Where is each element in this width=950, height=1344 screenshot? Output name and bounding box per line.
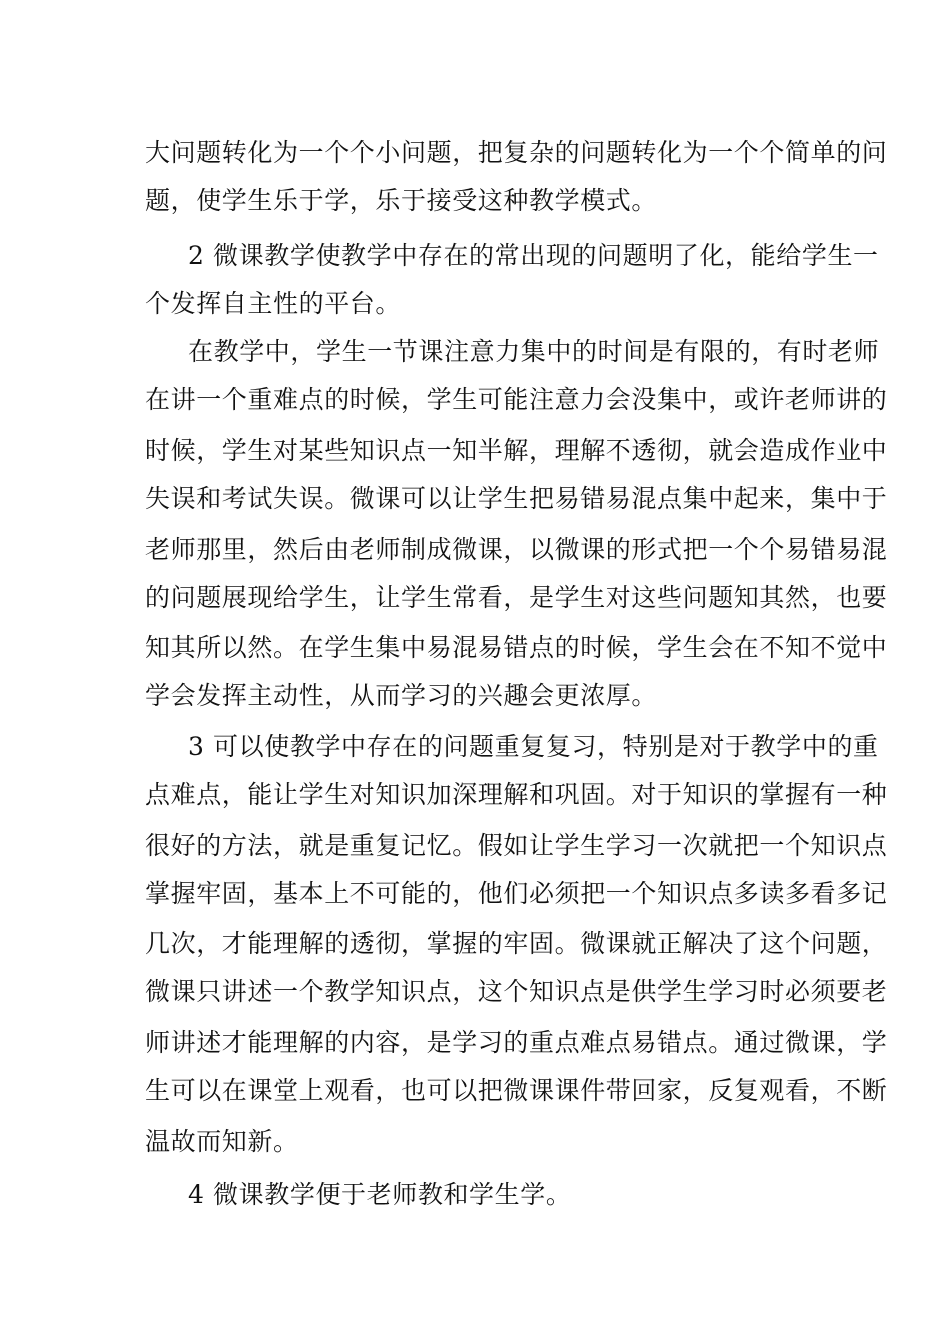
paragraph-line: 温故而知新。 xyxy=(145,1127,299,1156)
paragraph-line: 在教学中，学生一节课注意力集中的时间是有限的，有时老师 xyxy=(188,337,880,366)
paragraph-line: 的问题展现给学生，让学生常看，是学生对这些问题知其然，也要 xyxy=(145,583,888,612)
paragraph-line: 点难点，能让学生对知识加深理解和巩固。对于知识的掌握有一种 xyxy=(145,780,888,809)
paragraph-line: 题，使学生乐于学，乐于接受这种教学模式。 xyxy=(145,186,658,215)
paragraph-line: 很好的方法，就是重复记忆。假如让学生学习一次就把一个知识点 xyxy=(145,831,888,860)
paragraph-line: 在讲一个重难点的时候，学生可能注意力会没集中，或许老师讲的 xyxy=(145,385,888,414)
paragraph-line: 2 微课教学使教学中存在的常出现的问题明了化，能给学生一 xyxy=(188,241,879,270)
paragraph-line: 4 微课教学便于老师教和学生学。 xyxy=(188,1180,572,1209)
paragraph-line: 掌握牢固，基本上不可能的，他们必须把一个知识点多读多看多记 xyxy=(145,879,888,908)
paragraph-line: 大问题转化为一个个小问题，把复杂的问题转化为一个个简单的问 xyxy=(145,138,888,167)
paragraph-line: 几次，才能理解的透彻，掌握的牢固。微课就正解决了这个问题， xyxy=(145,929,888,958)
paragraph-line: 3 可以使教学中存在的问题重复复习，特别是对于教学中的重 xyxy=(188,732,879,761)
paragraph-line: 个发挥自主性的平台。 xyxy=(145,289,402,318)
paragraph-line: 微课只讲述一个教学知识点，这个知识点是供学生学习时必须要老 xyxy=(145,977,888,1006)
paragraph-line: 失误和考试失误。微课可以让学生把易错易混点集中起来，集中于 xyxy=(145,484,888,513)
paragraph-line: 生可以在课堂上观看，也可以把微课课件带回家，反复观看，不断 xyxy=(145,1076,888,1105)
paragraph-line: 学会发挥主动性，从而学习的兴趣会更浓厚。 xyxy=(145,681,658,710)
paragraph-line: 时候，学生对某些知识点一知半解，理解不透彻，就会造成作业中 xyxy=(145,436,888,465)
paragraph-line: 老师那里，然后由老师制成微课，以微课的形式把一个个易错易混 xyxy=(145,535,888,564)
paragraph-line: 师讲述才能理解的内容，是学习的重点难点易错点。通过微课，学 xyxy=(145,1028,888,1057)
paragraph-line: 知其所以然。在学生集中易混易错点的时候，学生会在不知不觉中 xyxy=(145,633,888,662)
